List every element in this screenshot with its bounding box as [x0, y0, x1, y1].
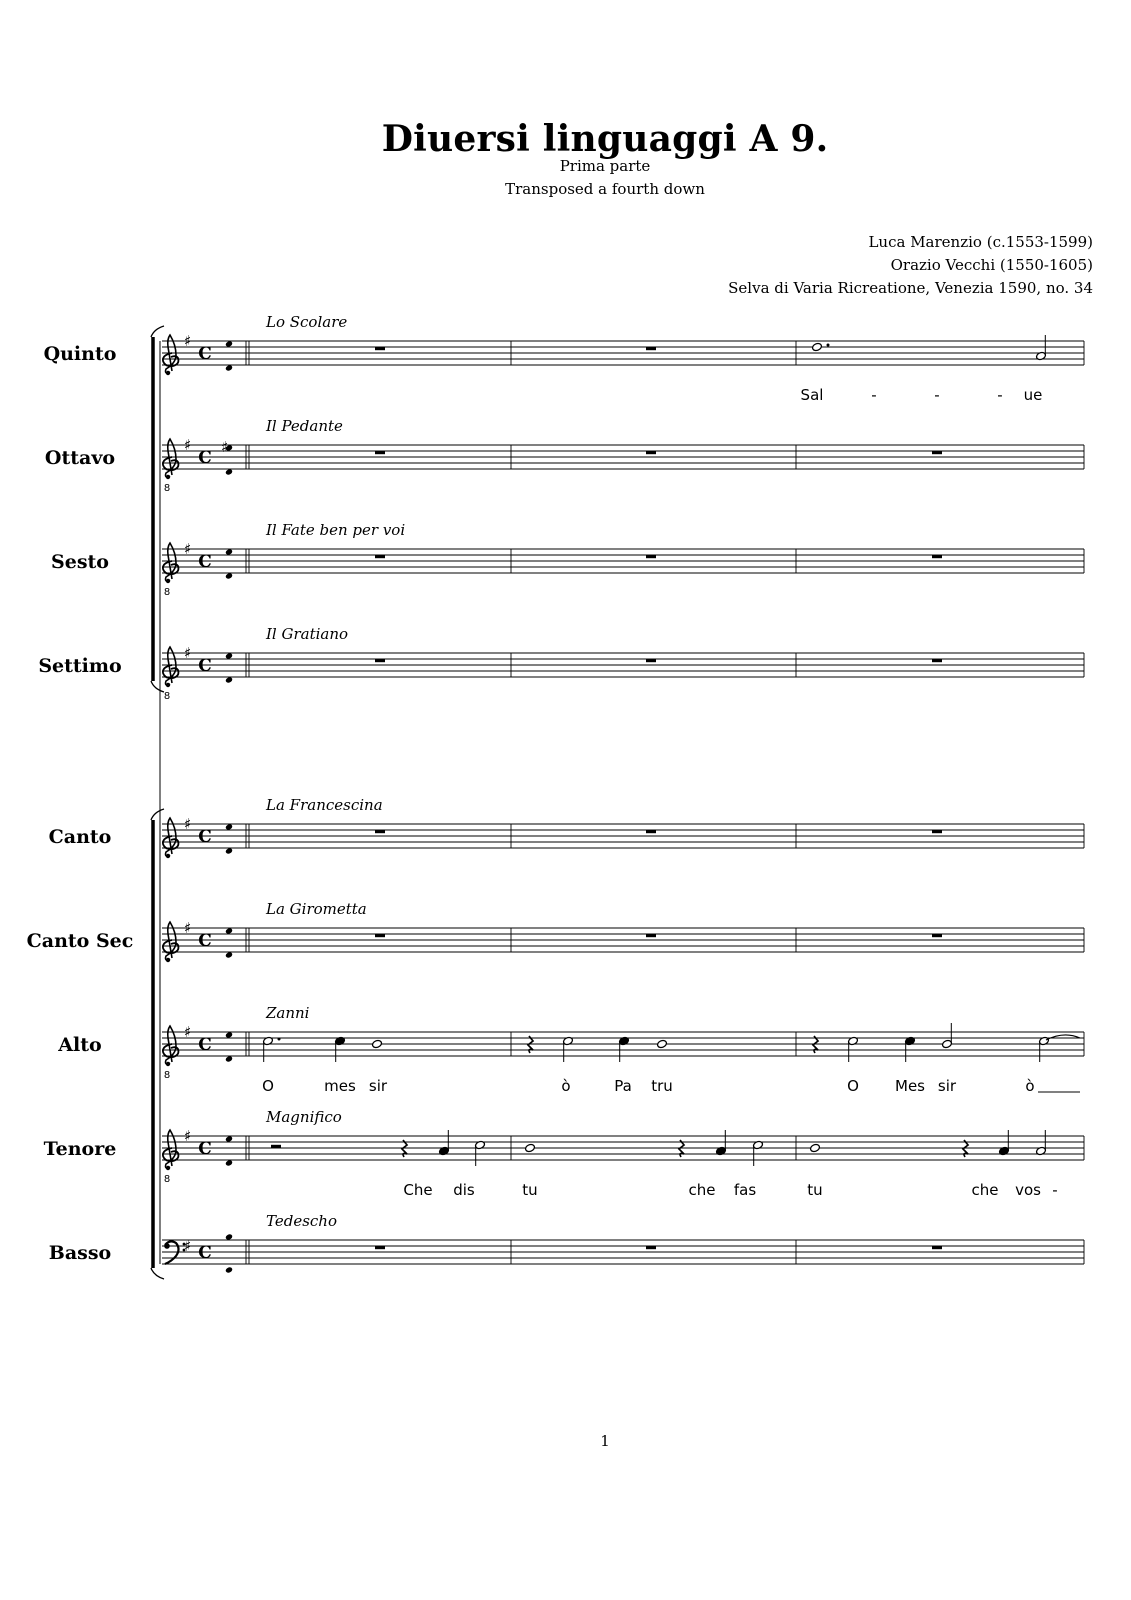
part-name: Basso	[48, 1242, 112, 1264]
lyric-syllable: Che	[403, 1181, 433, 1199]
key-signature-sharp: ♯	[184, 919, 192, 937]
time-signature-common: C	[198, 1035, 212, 1055]
treble-clef-dot	[166, 683, 170, 687]
character-name: La Girometta	[266, 900, 367, 918]
whole-rest	[646, 934, 656, 937]
whole-rest	[932, 934, 942, 937]
staff-canto	[49, 796, 1084, 858]
key-signature-sharp: ♯	[184, 436, 192, 454]
lyric-syllable: -	[997, 386, 1003, 404]
treble-clef-dot	[166, 579, 170, 583]
half-rest	[271, 1145, 281, 1148]
lyric-syllable: ue	[1023, 386, 1043, 404]
lyric-syllable: ò	[561, 1077, 571, 1095]
lyric-syllable: sir	[368, 1077, 388, 1095]
treble-clef-dot	[166, 1062, 170, 1066]
key-signature-sharp: ♯	[184, 815, 192, 833]
part-name: Settimo	[38, 655, 122, 677]
whole-rest	[646, 659, 656, 662]
whole-rest	[375, 1246, 385, 1249]
lyric-syllable: -	[934, 386, 940, 404]
key-signature-sharp: ♯	[184, 332, 192, 350]
character-name: Il Pedante	[266, 417, 343, 435]
treble-clef-dot	[166, 854, 170, 858]
transposition-note: Transposed a fourth down	[505, 180, 705, 198]
staff-canto-sec	[27, 900, 1084, 962]
staff-basso	[49, 1212, 1084, 1274]
time-signature-common: C	[198, 448, 212, 468]
page-number: 1	[600, 1432, 610, 1450]
lyric-syllable: fas	[733, 1181, 757, 1199]
character-name: Zanni	[266, 1004, 310, 1022]
time-signature-common: C	[198, 344, 212, 364]
source-line: Selva di Varia Ricreatione, Venezia 1590, no. 34	[728, 279, 1093, 297]
open-note-head	[811, 342, 822, 352]
character-name: Il Fate ben per voi	[266, 521, 406, 539]
treble-clef-dot	[166, 371, 170, 375]
whole-rest	[375, 347, 385, 350]
character-name: Il Gratiano	[266, 625, 349, 643]
key-signature-sharp: ♯	[184, 1237, 192, 1255]
staff-ottavo	[45, 417, 1084, 494]
bracket-hook	[151, 1268, 164, 1279]
octave-mark: 8	[163, 587, 171, 598]
time-signature-common: C	[198, 931, 212, 951]
composer-line-1: Luca Marenzio (c.1553-1599)	[868, 233, 1093, 251]
character-name: Lo Scolare	[266, 313, 348, 331]
key-signature-sharp: ♯	[184, 1023, 192, 1041]
augmentation-dot	[827, 344, 830, 347]
part-name: Sesto	[51, 551, 109, 573]
score-subtitle: Prima parte	[559, 157, 651, 175]
open-note-head	[656, 1039, 667, 1049]
whole-rest	[375, 830, 385, 833]
whole-rest	[646, 555, 656, 558]
open-note-head	[371, 1039, 382, 1049]
whole-rest	[932, 555, 942, 558]
lyric-syllable: sir	[937, 1077, 957, 1095]
whole-rest	[932, 1246, 942, 1249]
character-name: La Francescina	[266, 796, 383, 814]
whole-rest	[646, 830, 656, 833]
augmentation-dot	[278, 1038, 281, 1041]
lyric-syllable: tu	[522, 1181, 538, 1199]
bass-clef-head	[164, 1243, 170, 1249]
lyric-syllable: Sal	[800, 386, 824, 404]
whole-rest	[646, 1246, 656, 1249]
lyric-syllable: mes	[324, 1077, 356, 1095]
bracket-hook	[151, 681, 164, 692]
octave-mark: 8	[163, 1070, 171, 1081]
lyric-syllable: O	[847, 1077, 859, 1095]
part-name: Alto	[58, 1034, 102, 1056]
whole-rest	[932, 659, 942, 662]
time-signature-common: C	[198, 827, 212, 847]
staff-alto	[57, 1004, 1084, 1095]
open-note-head	[809, 1143, 820, 1153]
staff-quinto	[44, 313, 1084, 404]
treble-clef-dot	[166, 958, 170, 962]
character-name: Tedescho	[266, 1212, 337, 1230]
lyric-syllable: -	[871, 386, 877, 404]
composer-line-2: Orazio Vecchi (1550-1605)	[890, 256, 1093, 274]
score-title: Diuersi linguaggi A 9.	[381, 118, 829, 160]
lyric-syllable: O	[262, 1077, 274, 1095]
staff-sesto	[51, 521, 1084, 598]
treble-clef-dot	[166, 1166, 170, 1170]
lyric-syllable: vos	[1015, 1181, 1041, 1199]
octave-mark: 8	[163, 1174, 171, 1185]
octave-mark: 8	[163, 691, 171, 702]
bracket-hook	[151, 809, 164, 820]
staff-tenore	[44, 1108, 1084, 1199]
lyric-syllable: ò	[1025, 1077, 1035, 1095]
whole-rest	[646, 451, 656, 454]
octave-mark: 8	[163, 483, 171, 494]
character-name: Magnifico	[266, 1108, 342, 1126]
time-signature-common: C	[198, 1139, 212, 1159]
part-name: Tenore	[43, 1138, 117, 1160]
time-signature-common: C	[198, 1243, 212, 1263]
range-sharp: ♯	[221, 438, 229, 456]
range-note-low	[225, 1266, 233, 1273]
lyric-syllable: tu	[807, 1181, 823, 1199]
time-signature-common: C	[198, 552, 212, 572]
open-note-head	[524, 1143, 535, 1153]
tie-arc	[1046, 1035, 1080, 1040]
whole-rest	[375, 934, 385, 937]
whole-rest	[932, 451, 942, 454]
time-signature-common: C	[198, 656, 212, 676]
bracket-hook	[151, 326, 164, 337]
part-name: Quinto	[43, 343, 117, 365]
staff-settimo	[38, 625, 1084, 702]
whole-rest	[932, 830, 942, 833]
lyric-syllable: Mes	[895, 1077, 925, 1095]
key-signature-sharp: ♯	[184, 644, 192, 662]
lyric-syllable: che	[688, 1181, 716, 1199]
lyric-syllable: -	[1052, 1181, 1058, 1199]
lyric-syllable: tru	[651, 1077, 673, 1095]
lyric-syllable: Pa	[614, 1077, 632, 1095]
key-signature-sharp: ♯	[184, 1127, 192, 1145]
part-name: Ottavo	[44, 447, 116, 469]
whole-rest	[375, 659, 385, 662]
part-name: Canto Sec	[26, 930, 134, 952]
whole-rest	[375, 555, 385, 558]
part-name: Canto	[48, 826, 112, 848]
whole-rest	[646, 347, 656, 350]
lyric-syllable: dis	[453, 1181, 475, 1199]
key-signature-sharp: ♯	[184, 540, 192, 558]
lyric-syllable: che	[971, 1181, 999, 1199]
treble-clef-dot	[166, 475, 170, 479]
whole-rest	[375, 451, 385, 454]
